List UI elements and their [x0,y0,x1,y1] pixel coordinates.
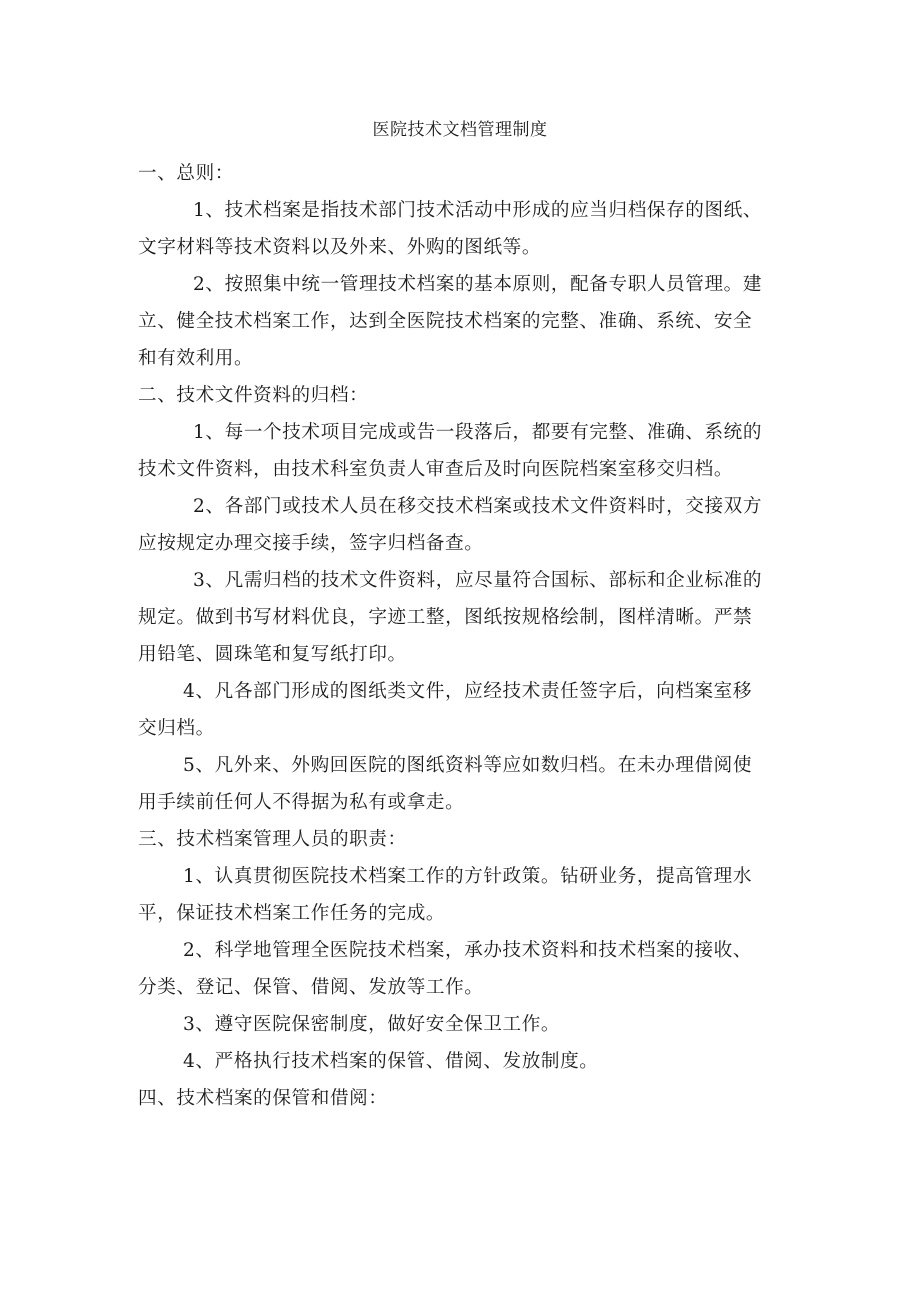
paragraph-line: 2、科学地管理全医院技术档案，承办技术资料和技术档案的接收、 [183,940,753,961]
paragraph-line: 1、技术档案是指技术部门技术活动中形成的应当归档保存的图纸、 [193,200,763,221]
paragraph-line: 3、凡需归档的技术文件资料，应尽量符合国标、部标和企业标准的 [193,570,763,591]
paragraph-line: 用手续前任何人不得据为私有或拿走。 [138,792,465,813]
paragraph [138,192,788,266]
section-heading-duties [138,821,788,858]
paragraph-line: 立、健全技术档案工作，达到全医院技术档案的完整、准确、系统、安全 [138,311,753,332]
paragraph-line: 5、凡外来、外购回医院的图纸资料等应如数归档。在未办理借阅使 [183,755,753,776]
heading-text: 二、技术文件资料的归档： [138,385,369,406]
paragraph [138,266,788,377]
section-heading-general [138,155,788,192]
paragraph-line: 文字材料等技术资料以及外来、外购的图纸等。 [138,237,542,258]
paragraph-line: 规定。做到书写材料优良，字迹工整，图纸按规格绘制，图样清晰。严禁 [138,607,753,628]
paragraph-line: 1、认真贯彻医院技术档案工作的方针政策。钻研业务，提高管理水 [183,866,753,887]
paragraph-line: 2、各部门或技术人员在移交技术档案或技术文件资料时，交接双方 [193,496,763,517]
paragraph [138,488,788,562]
heading-text: 三、技术档案管理人员的职责： [138,829,407,850]
section-heading-storage [138,1080,788,1117]
document-body [138,155,788,1117]
paragraph-line: 4、凡各部门形成的图纸类文件，应经技术责任签字后，向档案室移 [183,681,753,702]
paragraph-line: 平，保证技术档案工作任务的完成。 [138,903,446,924]
paragraph [138,932,788,1006]
paragraph-line: 用铅笔、圆珠笔和复写纸打印。 [138,644,407,665]
paragraph [138,673,788,747]
heading-text: 一、总则： [138,163,234,184]
paragraph [138,1043,788,1080]
document-title: 医院技术文档管理制度 [372,120,548,140]
paragraph [138,858,788,932]
paragraph-line: 应按规定办理交接手续，签字归档备查。 [138,533,484,554]
section-heading-filing [138,377,788,414]
paragraph-line: 2、按照集中统一管理技术档案的基本原则，配备专职人员管理。建 [193,274,763,295]
paragraph-line: 4、严格执行技术档案的保管、借阅、发放制度。 [183,1051,599,1072]
paragraph-line: 技术文件资料，由技术科室负责人审查后及时向医院档案室移交归档。 [138,459,734,480]
paragraph-line: 和有效利用。 [138,348,254,369]
paragraph-line: 3、遵守医院保密制度，做好安全保卫工作。 [183,1014,561,1035]
paragraph-line: 1、每一个技术项目完成或告一段落后，都要有完整、准确、系统的 [193,422,763,443]
paragraph [138,414,788,488]
paragraph-line: 交归档。 [138,718,215,739]
paragraph [138,747,788,821]
paragraph-line: 分类、登记、保管、借阅、发放等工作。 [138,977,484,998]
paragraph [138,1006,788,1043]
paragraph [138,562,788,673]
heading-text: 四、技术档案的保管和借阅： [138,1088,388,1109]
